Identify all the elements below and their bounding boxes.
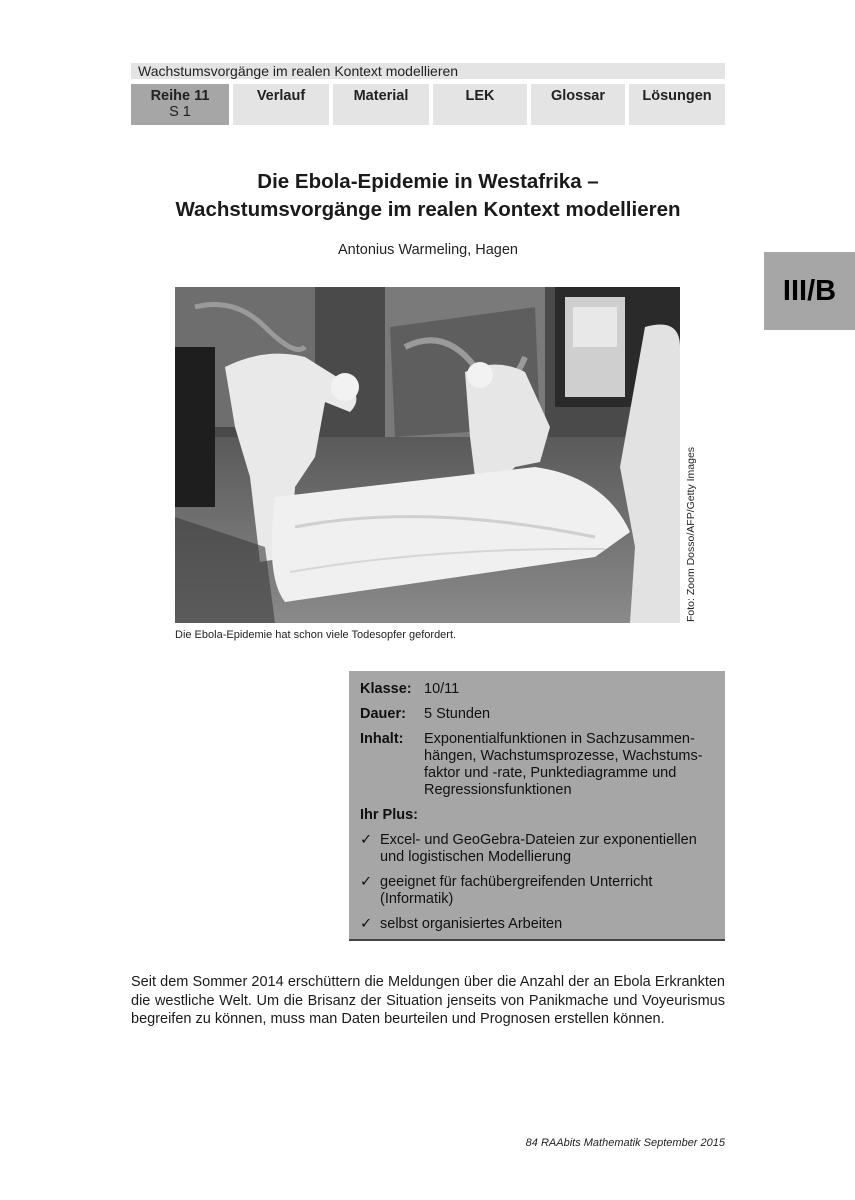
plus-item <box>360 874 715 908</box>
tab-material[interactable] <box>333 84 429 125</box>
photo <box>175 287 680 623</box>
plus-item-text: Excel- und GeoGebra-Dateien zur exponentiellen und logistischen Modellierung <box>380 832 697 865</box>
klasse-label: Klasse: <box>360 681 412 697</box>
title-line-2: Wachstumsvorgänge im realen Kontext modellieren <box>175 198 681 221</box>
dauer-label: Dauer: <box>360 706 406 722</box>
intro-paragraph: Seit dem Sommer 2014 erschüttern die Meldungen über die Anzahl der an Ebola Erkrankten die westliche Welt. Um die Brisanz der Situation jenseits von Panikmache und Voyeurismus begreifen zu können, muss man Daten beurteilen und Prognosen erstellen können. <box>131 974 725 1027</box>
plus-title: Ihr Plus: <box>360 807 419 823</box>
series-header: Wachstumsvorgänge im realen Kontext modellieren <box>131 63 725 79</box>
info-row-dauer <box>360 706 715 723</box>
inhalt-label: Inhalt: <box>360 731 404 747</box>
info-box <box>349 671 725 941</box>
check-icon: ✓ <box>360 874 373 890</box>
photo-illustration <box>175 287 680 623</box>
plus-item-text: geeignet für fachübergreifenden Unterricht (Informatik) <box>380 874 653 907</box>
tab-reihe-label: Reihe 11 <box>150 88 210 104</box>
page-title <box>131 168 725 224</box>
dauer-value: 5 Stunden <box>424 706 491 722</box>
info-row-klasse <box>360 681 715 698</box>
chapter-tab: III/B <box>764 252 855 330</box>
tab-glossar[interactable] <box>531 84 625 125</box>
tab-loesungen-label: Lösungen <box>642 88 712 104</box>
tab-reihe[interactable] <box>131 84 229 125</box>
tab-reihe-page: S 1 <box>169 104 191 120</box>
footer-issue: 84 RAAbits Mathematik September 2015 <box>525 1137 725 1149</box>
plus-item <box>360 832 715 866</box>
check-icon: ✓ <box>360 916 373 932</box>
photo-credit: Foto: Zoom Dosso/AFP/Getty Images <box>685 446 697 622</box>
tab-verlauf[interactable] <box>233 84 329 125</box>
tab-loesungen[interactable] <box>629 84 725 125</box>
check-icon: ✓ <box>360 832 373 848</box>
tab-verlauf-label: Verlauf <box>256 88 306 104</box>
tab-glossar-label: Glossar <box>551 88 605 104</box>
tab-bar <box>131 84 725 125</box>
author: Antonius Warmeling, Hagen <box>338 242 518 258</box>
tab-lek[interactable] <box>433 84 527 125</box>
inhalt-value: Exponentialfunktionen in Sachzusammen-hängen, Wachstumsprozesse, Wachstums-faktor und -rate, Punktediagramme und Regressionsfunktionen <box>424 731 703 798</box>
plus-item-text: selbst organisiertes Arbeiten <box>380 916 563 932</box>
tab-material-label: Material <box>353 88 409 104</box>
title-line-1: Die Ebola-Epidemie in Westafrika – <box>257 170 599 193</box>
info-row-inhalt <box>360 731 715 799</box>
photo-caption: Die Ebola-Epidemie hat schon viele Todesopfer gefordert. <box>175 629 457 641</box>
tab-lek-label: LEK <box>465 88 495 104</box>
klasse-value: 10/11 <box>424 681 460 697</box>
plus-item <box>360 916 715 933</box>
